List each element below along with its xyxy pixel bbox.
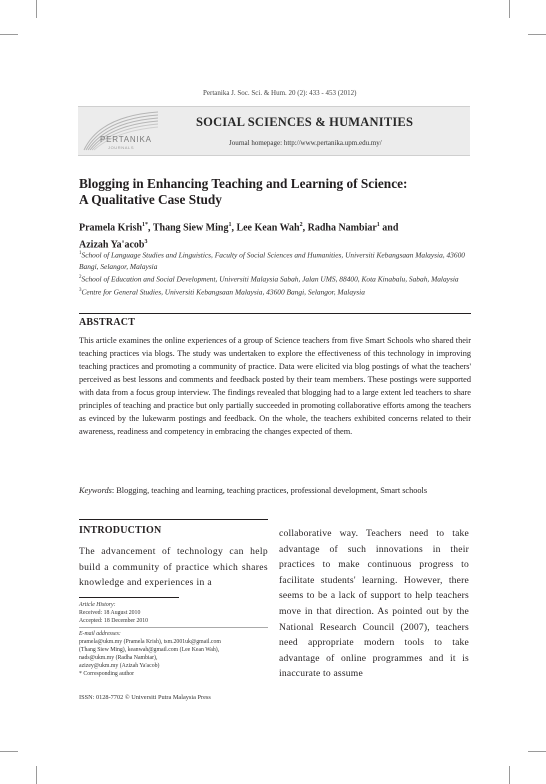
author-name: Lee Kean Wah [236,222,300,234]
corresponding-author-note: * Corresponding author [79,671,135,677]
affiliation: $^3$Centre for General Studies, Universiti Kebangsaan Malaysia, 43600 Bangi, Selangor, Malaysia [79,287,365,297]
introduction-text-right: collaborative way. Teachers need to take advantage of such innovations in their practices to make continuous progress to facilitate students' learning. However, there seems to be a lack of support to help teachers move in that direction. As pointed out by the National Research Council (2007), teachers need appropriate modern tools to take advantage of online programmes and it is inaccurate to assume [279,528,469,680]
author-name: Pramela Krish [79,222,143,234]
journal-reference: Pertanika J. Soc. Sci. & Hum. 20 (2): 433 - 453 (2012) [203,89,357,97]
author-conjunction: and [382,222,399,234]
crop-mark [36,766,37,784]
logo-subtext: JOURNALS [108,145,135,150]
author-name: Radha Nambiar [307,222,377,234]
email-line: azizey@ukm.my (Azizah Ya'acob) [79,663,160,669]
crop-mark [36,0,37,18]
crop-mark [0,34,18,35]
introduction-heading: INTRODUCTION [79,525,162,536]
email-line: nads@ukm.my (Radha Nambiar), [79,655,158,661]
email-line: (Thang Siew Ming), keanwah@gmail.com (Lee Kean Wah), [79,647,220,653]
keywords [79,484,471,497]
crop-mark [509,766,510,784]
author-sup: 3 [144,239,148,246]
section-rule [79,313,471,314]
issn-footer: ISSN: 0128-7702 © Universiti Putra Malaysia Press [79,694,211,701]
author-sup: 1 [228,222,232,228]
author-sup: 1 [376,222,380,228]
keywords-text: : Blogging, teaching and learning, teaching practices, professional development, Smart schools [111,486,428,495]
footnote-rule [79,597,179,598]
crop-mark [528,34,546,35]
author-name: Azizah Ya'acob [79,239,145,251]
introduction-text-left: The advancement of technology can help build a community of practice which shares knowledge and experiences in a [79,546,268,589]
footnote-divider [79,627,268,628]
journal-section-title: SOCIAL SCIENCES & HUMANITIES [196,115,414,129]
article-title-line1: Blogging in Enhancing Teaching and Learning of Science: [79,176,408,191]
author-list: Pramela Krish$^{1*}$, Thang Siew Ming$^1$, Lee Kean Wah$^2$, Radha Nambiar$^1$ and Azizah Ya'acob$^3$ [79,222,399,251]
crop-mark [509,0,510,18]
logo-text: PERTANIKA [100,135,152,144]
crop-mark [528,751,546,752]
affiliation: $^2$School of Education and Social Development, Universiti Malaysia Sabah, Jalan UMS, 88400, Kota Kinabalu, Sabah, Malaysia [79,274,459,284]
author-sup: 1* [142,222,149,228]
history-label: Article History: [79,602,116,608]
article-footnote [79,597,268,678]
section-rule [79,519,268,520]
journal-homepage: Journal homepage: http://www.pertanika.upm.edu.my/ [229,139,382,147]
keywords-label: Keywords [79,486,112,495]
article-title-line2: A Qualitative Case Study [79,192,222,207]
received-date: Received: 18 August 2010 [79,610,141,616]
affiliations [79,248,479,298]
email-label: E-mail addresses: [79,631,121,637]
abstract-text: This article examines the online experiences of a group of Science teachers from five Smart Schools who shared their teaching practices via blogs. The study was undertaken to explore the effectiveness of this technology in improving teaching practices and promoting a community of practice. Data were elicited via blog postings of what the teachers' perceived as best lessons and comments and feedback posted by their team members. These postings were supported with data from a focus group interview. The findings revealed that blogging had to a large extent led teachers to share principles of teaching and practice but only partially succeeded in promoting collaborative efforts among the teachers as evinced by the lukewarm postings and feedback. On the whole, the teachers exhibited concerns related to their awareness, readiness and competency in embracing the changes expected of them. [79,336,471,436]
accepted-date: Accepted: 18 December 2010 [79,618,149,624]
crop-mark [0,751,18,752]
author-sup: 2 [299,222,303,228]
abstract-heading: ABSTRACT [79,317,136,328]
affiliation: $^1$School of Language Studies and Linguistics, Faculty of Social Sciences and Humanities, Universiti Kebangsaan Malaysia, 43600 Bangi, Selangor, Malaysia [79,250,465,271]
article-title [79,176,479,208]
author-name: Thang Siew Ming [152,222,229,234]
email-line: pramela@ukm.my (Pramela Krish), tsm.2001uk@gmail.com [79,639,221,645]
